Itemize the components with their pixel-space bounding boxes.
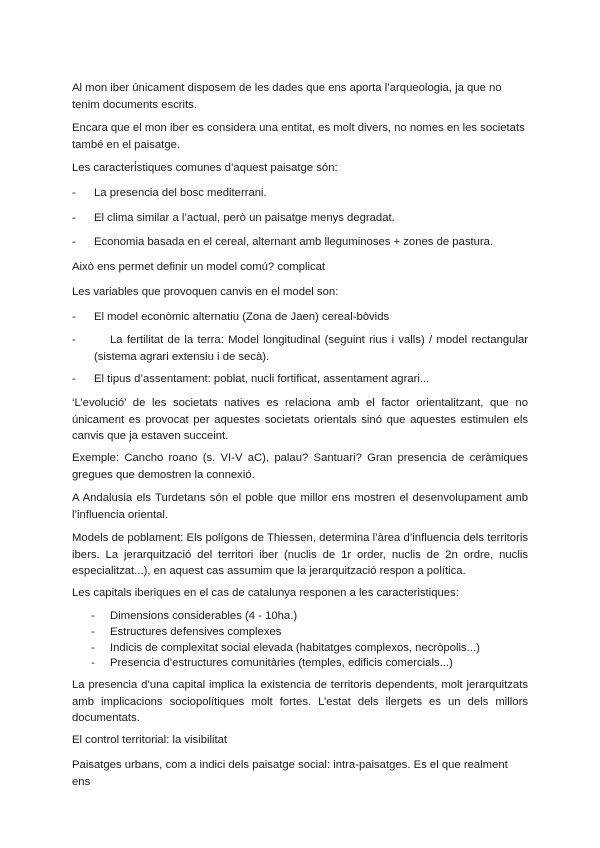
paragraph-example: Exemple: Cancho roano (s. VI-V aC), palau? Santuari? Gran presencia de ceràmiques gregues que demostren la connexió. — [72, 452, 528, 481]
list-item-text: El model econòmic alternatiu (Zona de Jaen) cereal-bòvids — [94, 311, 390, 323]
paragraph-andalusia: A Andalusia els Turdetans són el poble que millor ens mostren el desenvolupament amb l’influencia oriental. — [72, 492, 528, 521]
list-item-text: El clima similar a l’actual, però un paisatge menys degradat. — [94, 212, 395, 224]
bullet-dash: - — [72, 373, 76, 385]
paragraph-visibility: El control territorial: la visibilitat — [72, 734, 228, 746]
paragraph-common-model: Això ens permet definir un model comú? complicat — [72, 261, 326, 273]
list-item-text: La presencia del bosc mediterrani. — [94, 187, 267, 199]
paragraph-capital-implications: La presencia d’una capital implica la existencia de territoris dependents, molt jerarquitzats amb implicacions sociopolítiques molt fortes. L’estat dels ilergets es un dels millors documentats. — [72, 679, 528, 725]
list-item-text: La fertilitat de la terra: Model longitudinal (seguint rius i valls) / model rectangular (sistema agrari extensiu i de secà). — [94, 334, 528, 363]
bullet-dash: - — [72, 212, 76, 224]
bullet-dash: - — [72, 187, 76, 199]
list-item-text: El tipus d’assentament: poblat, nucli fortificat, assentament agrari... — [94, 373, 430, 385]
bullet-dash: - — [72, 236, 76, 248]
paragraph-urban-landscapes: Paisatges urbans, com a indici dels paisatge social: intra-paisatges. Es el que realment ens — [72, 759, 508, 788]
list-item-text: Dimensions considerables (4 - 10ha.) — [110, 610, 298, 622]
paragraph-common-features: Les caracteri̇́stiques comunes d’aquest paisatge són: — [72, 162, 338, 174]
list-item-text: Indicis de complexitat social elevada (habitatges complexos, necròpolis...) — [110, 642, 480, 654]
paragraph-orientalizing: ‘L’evolució’ de les societats natives es relaciona amb el factor orientalitzant, que no únicament es provocat per aquestes societats orientals sinó que aquestes estimulen els canvis que ja estaven succeint. — [72, 397, 528, 443]
list-item-text: Economia basada en el cereal, alternant amb lleguminoses + zones de pastura. — [94, 236, 494, 248]
paragraph-intro: Al mon iber únicament disposem de les dades que ens aporta l’arqueologia, ja que no tenim documents escrits. — [72, 82, 502, 111]
bullet-dash: - — [72, 334, 76, 346]
bullet-dash: - — [91, 657, 95, 669]
paragraph-diversity: Encara que el mon iber es considera una entitat, es molt divers, no nomes en les societats també en el paisatge. — [72, 122, 525, 151]
bullet-dash: - — [91, 626, 95, 638]
bullet-dash: - — [91, 642, 95, 654]
paragraph-variables: Les variables que provoquen canvis en el model son: — [72, 286, 339, 298]
paragraph-capitals: Les capitals iberiques en el cas de catalunya responen a les caracteristiques: — [72, 587, 459, 599]
paragraph-settlement-models: Models de poblament: Els polígons de Thiessen, determina l’àrea d’influencia dels territoris ibers. La jerarquització del territori iber (nuclis de 1r order, nuclis de 2n ordre, nuclis especialitzat...), en aquest cas assumim que la jerarquització respon a política. — [72, 532, 528, 578]
bullet-dash: - — [91, 610, 95, 622]
bullet-dash: - — [72, 311, 76, 323]
list-item-text: Presencia d’estructures comunitàries (temples, edificis comercials...) — [110, 657, 453, 669]
list-item-text: Estructures defensives complexes — [110, 626, 282, 638]
